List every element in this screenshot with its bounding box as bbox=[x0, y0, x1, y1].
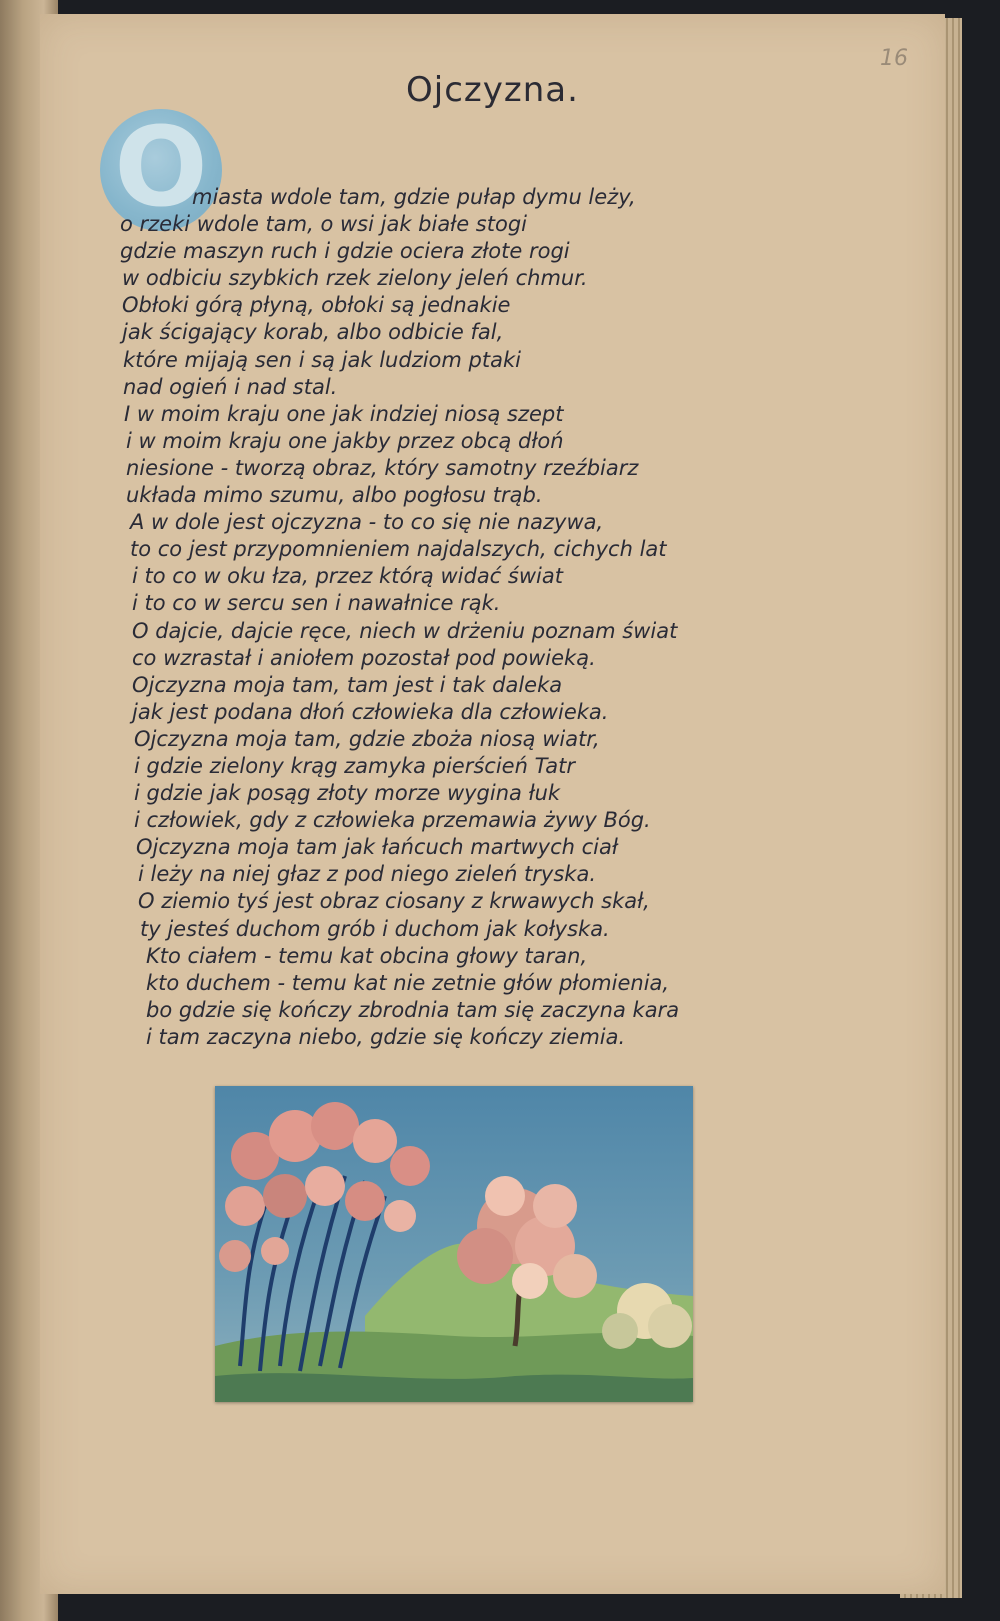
poem-line: to co jest przypomnieniem najdalszych, cichych lat bbox=[130, 537, 667, 562]
poem-line: miasta wdole tam, gdzie pułap dymu leży, bbox=[192, 185, 636, 209]
poem-line: O ziemio tyś jest obraz ciosany z krwawych skał, bbox=[138, 889, 650, 914]
poem-line: w odbiciu szybkich rzek zielony jeleń chmur. bbox=[122, 266, 588, 291]
poem-line: i w moim kraju one jakby przez obcą dłoń bbox=[126, 428, 564, 453]
poem-line: nad ogień i nad stal. bbox=[123, 374, 338, 399]
poem-line: i człowiek, gdy z człowieka przemawia żywy Bóg. bbox=[134, 808, 651, 833]
notebook-page bbox=[40, 14, 945, 1594]
page-number: 16 bbox=[880, 46, 908, 71]
poem-line: O dajcie, dajcie ręce, niech w drżeniu poznam świat bbox=[132, 618, 678, 643]
initial-letter: O bbox=[114, 103, 208, 231]
poem-line: gdzie maszyn ruch i gdzie ociera złote rogi bbox=[120, 239, 570, 264]
landscape-painting bbox=[215, 1086, 693, 1402]
poem-line: I w moim kraju one jak indziej niosą szept bbox=[124, 401, 564, 426]
poem-line: i gdzie jak posąg złoty morze wygina łuk bbox=[134, 781, 561, 806]
poem-line: bo gdzie się kończy zbrodnia tam się zaczyna kara bbox=[146, 997, 680, 1022]
poem-line: układa mimo szumu, albo pogłosu trąb. bbox=[126, 483, 543, 508]
poem-line: które mijają sen i są jak ludziom ptaki bbox=[123, 347, 521, 372]
painting-illustration bbox=[215, 1086, 693, 1402]
poem-line: co wzrastał i aniołem pozostał pod powieką. bbox=[132, 645, 596, 670]
poem-line: niesione - tworzą obraz, który samotny rzeźbiarz bbox=[126, 455, 639, 480]
poem-line: Ojczyzna moja tam, tam jest i tak daleka bbox=[132, 672, 563, 697]
poem-title: Ojczyzna. bbox=[406, 70, 579, 110]
poem-line: Ojczyzna moja tam, gdzie zboża niosą wiatr, bbox=[134, 726, 600, 751]
poem-line: jak ścigający korab, albo odbicie fal, bbox=[122, 320, 504, 345]
poem-line: i to co w oku łza, przez którą widać świat bbox=[132, 564, 563, 589]
poem-line: A w dole jest ojczyzna - to co się nie nazywa, bbox=[130, 510, 604, 535]
poem-line: jak jest podana dłoń człowieka dla człowieka. bbox=[132, 699, 609, 724]
poem-text bbox=[120, 184, 920, 1051]
poem-line: i leży na niej głaz z pod niego zieleń tryska. bbox=[138, 862, 597, 887]
poem-line: ty jesteś duchom grób i duchom jak kołyska. bbox=[140, 916, 610, 941]
poem-line: o rzeki wdole tam, o wsi jak białe stogi bbox=[120, 212, 527, 237]
poem-line: Ojczyzna moja tam jak łańcuch martwych ciał bbox=[136, 835, 618, 860]
poem-line: i to co w sercu sen i nawałnice rąk. bbox=[132, 591, 501, 616]
poem-line: i gdzie zielony krąg zamyka pierścień Tatr bbox=[134, 753, 575, 778]
poem-line: i tam zaczyna niebo, gdzie się kończy ziemia. bbox=[146, 1024, 626, 1049]
poem-line: Kto ciałem - temu kat obcina głowy taran, bbox=[146, 943, 588, 968]
poem-line: Obłoki górą płyną, obłoki są jednakie bbox=[122, 293, 511, 318]
poem-line: kto duchem - temu kat nie zetnie głów płomienia, bbox=[146, 970, 670, 995]
